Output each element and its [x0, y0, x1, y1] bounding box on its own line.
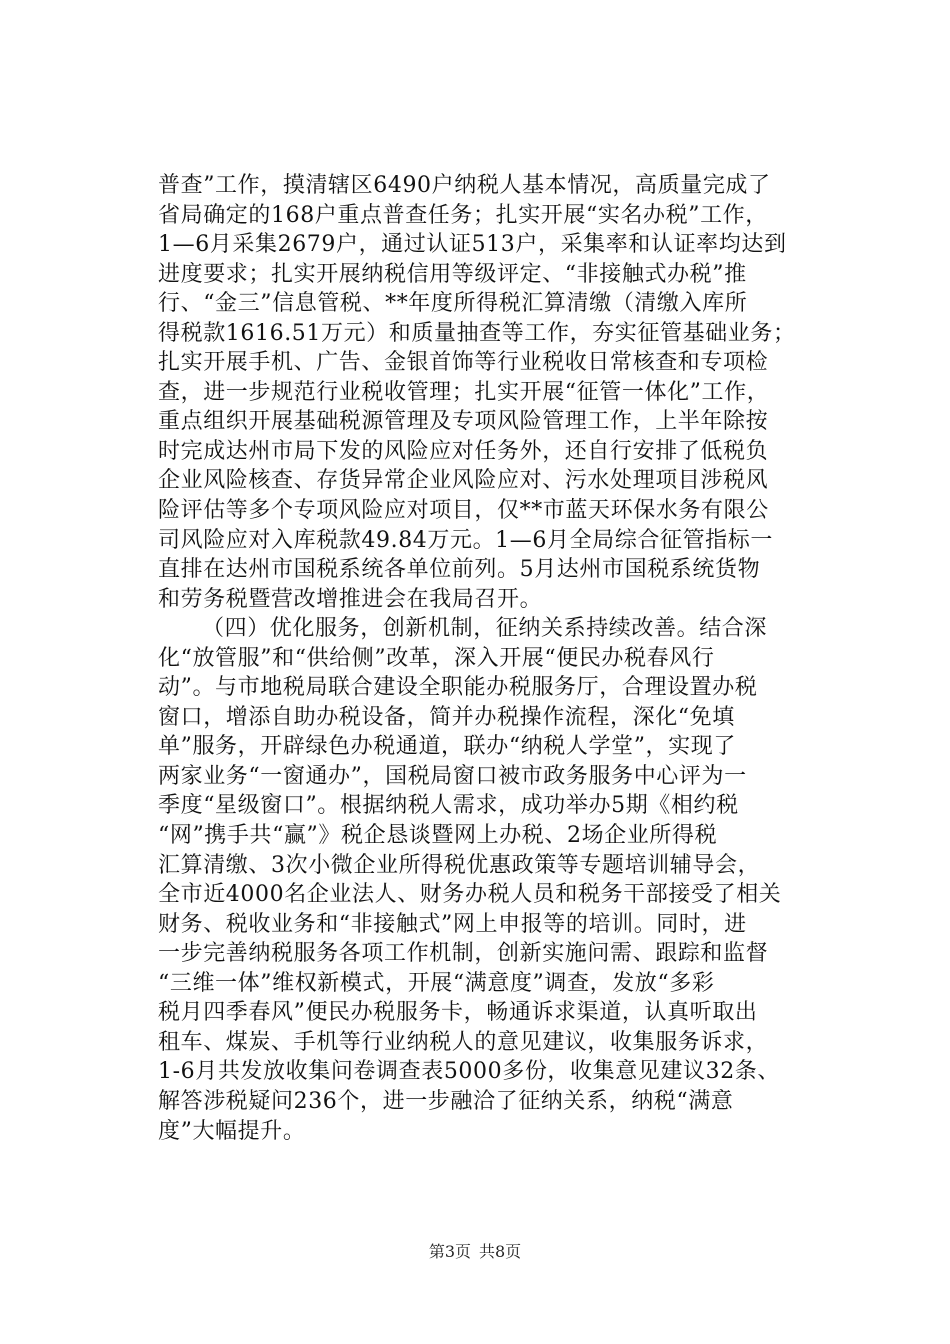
text-line: 一步完善纳税服务各项工作机制，创新实施问需、跟踪和监督 — [158, 941, 769, 967]
page-number: 第3页 — [428, 1242, 471, 1261]
page-total: 共8页 — [479, 1242, 522, 1261]
text-line: 普查”工作，摸清辖区6490户纳税人基本情况，高质量完成了 — [158, 173, 771, 198]
text-line: 汇算清缴、3次小微企业所得税优惠政策等专题培训辅导会， — [158, 852, 761, 878]
text-line: 得税款1616.51万元）和质量抽查等工作，夯实征管基础业务； — [158, 320, 796, 346]
text-line: 动”。与市地税局联合建设全职能办税服务厅，合理设置办税 — [158, 675, 758, 701]
text-line: 解答涉税疑问236个，进一步融洽了征纳关系，纳税“满意 — [158, 1088, 734, 1114]
paragraph-2 — [158, 614, 798, 1146]
text-line: （四）优化服务，创新机制，征纳关系持续改善。结合深 — [202, 616, 768, 642]
text-line: 查，进一步规范行业税收管理；扎实开展“征管一体化”工作， — [158, 379, 770, 405]
text-line: 重点组织开展基础税源管理及专项风险管理工作，上半年除按 — [158, 409, 769, 435]
text-line: “网”携手共“赢”》税企恳谈暨网上办税、2场企业所得税 — [158, 823, 718, 849]
text-line: 直排在达州市国税系统各单位前列。5月达州市国税系统货物 — [158, 557, 761, 583]
text-line: 财务、税收业务和“非接触式”网上申报等的培训。同时，进 — [158, 911, 747, 937]
text-line: 化“放管服”和“供给侧”改革，深入开展“便民办税春风行 — [158, 645, 715, 671]
text-line: 1-6月共发放收集问卷调查表5000多份，收集意见建议32条、 — [158, 1059, 781, 1085]
text-line: 进度要求；扎实开展纳税信用等级评定、“非接触式办税”推 — [158, 261, 747, 287]
text-line: 司风险应对入库税款49.84万元。1—6月全局综合征管指标一 — [158, 527, 773, 553]
text-line: 度”大幅提升。 — [158, 1118, 306, 1144]
page-footer — [0, 1242, 950, 1262]
text-line: 1—6月采集2679户，通过认证513户，采集率和认证率均达到 — [158, 232, 787, 258]
text-line: 窗口，增添自助办税设备，简并办税操作流程，深化“免填 — [158, 704, 735, 730]
text-line: “三维一体”维权新模式，开展“满意度”调查，发放“多彩 — [158, 970, 715, 996]
text-line: 险评估等多个专项风险应对项目，仅**市蓝天环保水务有限公 — [158, 498, 769, 524]
text-line: 行、“金三”信息管税、**年度所得税汇算清缴（清缴入库所 — [158, 291, 748, 317]
text-line: 扎实开展手机、广告、金银首饰等行业税收日常核查和专项检 — [158, 350, 769, 376]
text-line: 季度“星级窗口”。根据纳税人需求，成功举办5期《相约税 — [158, 793, 739, 819]
document-body — [158, 171, 798, 1146]
text-line: 全市近4000名企业法人、财务办税人员和税务干部接受了相关 — [158, 882, 782, 908]
text-line: 租车、煤炭、手机等行业纳税人的意见建议，收集服务诉求， — [158, 1029, 769, 1055]
text-line: 企业风险核查、存货异常企业风险应对、污水处理项目涉税风 — [158, 468, 769, 494]
text-line: 税月四季春风”便民办税服务卡，畅通诉求渠道，认真听取出 — [158, 1000, 758, 1026]
text-line: 两家业务“一窗通办”，国税局窗口被市政务服务中心评为一 — [158, 763, 747, 789]
paragraph-1 — [158, 171, 798, 614]
text-line: 时完成达州市局下发的风险应对任务外，还自行安排了低税负 — [158, 438, 769, 464]
text-line: 省局确定的168户重点普查任务；扎实开展“实名办税”工作， — [158, 202, 768, 228]
text-line: 单”服务，开辟绿色办税通道，联办“纳税人学堂”，实现了 — [158, 734, 736, 760]
text-line: 和劳务税暨营改增推进会在我局召开。 — [158, 586, 543, 612]
